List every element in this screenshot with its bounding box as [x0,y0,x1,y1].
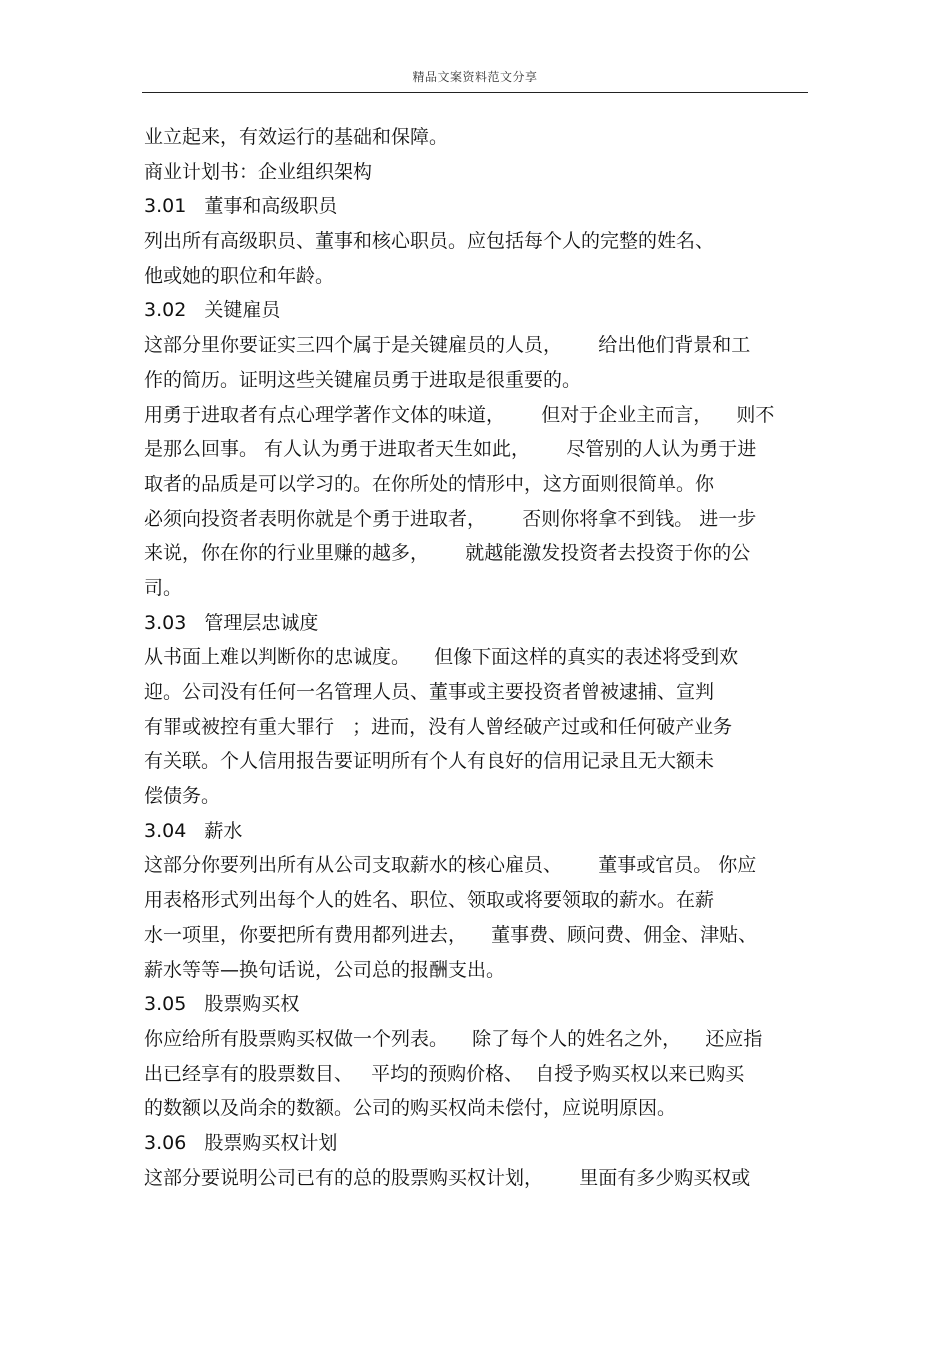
text-line: 必须向投资者表明你就是个勇于进取者， 否则你将拿不到钱。 进一步 [144,507,757,530]
section-heading-3-06: 3.06 股票购买权计划 [144,1131,338,1154]
text-line: 出已经享有的股票数目、 平均的预购价格、 自授予购买权以来已购买 [144,1062,745,1085]
text-line: 列出所有高级职员、董事和核心职员。应包括每个人的完整的姓名、 [144,230,715,253]
text-line: 这部分里你要证实三四个属于是关键雇员的人员， 给出他们背景和工 [144,334,751,357]
text-line: 这部分要说明公司已有的总的股票购买权计划， 里面有多少购买权或 [144,1166,751,1189]
text-line: 薪水等等—换句话说，公司总的报酬支出。 [144,958,506,981]
text-line: 这部分你要列出所有从公司支取薪水的核心雇员、 董事或官员。 你应 [144,854,757,877]
text-line: 来说，你在你的行业里赚的越多， 就越能激发投资者去投资于你的公 [144,542,751,565]
text-line: 业立起来，有效运行的基础和保障。 [144,126,449,148]
text-line: 的数额以及尚余的数额。公司的购买权尚未偿付，应说明原因。 [144,1097,677,1120]
text-line: 用表格形式列出每个人的姓名、职位、领取或将要领取的薪水。在薪 [144,889,715,912]
text-line: 你应给所有股票购买权做一个列表。 除了每个人的姓名之外， 还应指 [144,1027,763,1050]
text-line: 迎。公司没有任何一名管理人员、董事或主要投资者曾被逮捕、宣判 [144,681,715,703]
section-heading-3-02: 3.02 关键雇员 [144,299,281,322]
section-heading: 商业计划书：企业组织架构 [144,160,373,183]
text-line: 是那么回事。 有人认为勇于进取者天生如此， 尽管别的人认为勇于进 [144,438,757,461]
page-header [142,66,808,93]
text-line: 有罪或被控有重大罪行 ；进而，没有人曾经破产过或和任何破产业务 [144,715,733,738]
document-body [144,120,810,1195]
text-line: 有关联。个人信用报告要证明所有个人有良好的信用记录且无大额未 [144,750,715,773]
section-heading-3-03: 3.03 管理层忠诚度 [144,611,319,634]
text-line: 作的简历。证明这些关键雇员勇于进取是很重要的。 [144,368,582,391]
header-title: 精品文案资料范文分享 [412,70,538,84]
section-heading-3-04: 3.04 薪水 [144,819,243,842]
section-heading-3-01: 3.01 董事和高级职员 [144,195,338,218]
text-line: 水一项里，你要把所有费用都列进去， 董事费、顾问费、佣金、津贴、 [144,923,758,946]
text-line: 用勇于进取者有点心理学著作文体的味道， 但对于企业主而言， 则不 [144,403,775,426]
text-line: 从书面上难以判断你的忠诚度。 但像下面这样的真实的表述将受到欢 [144,646,739,669]
text-line: 偿债务。 [144,785,221,808]
section-heading-3-05: 3.05 股票购买权 [144,993,300,1016]
text-line: 司。 [144,576,183,599]
text-line: 取者的品质是可以学习的。在你所处的情形中，这方面则很简单。你 [144,472,715,495]
text-line: 他或她的职位和年龄。 [144,264,335,287]
